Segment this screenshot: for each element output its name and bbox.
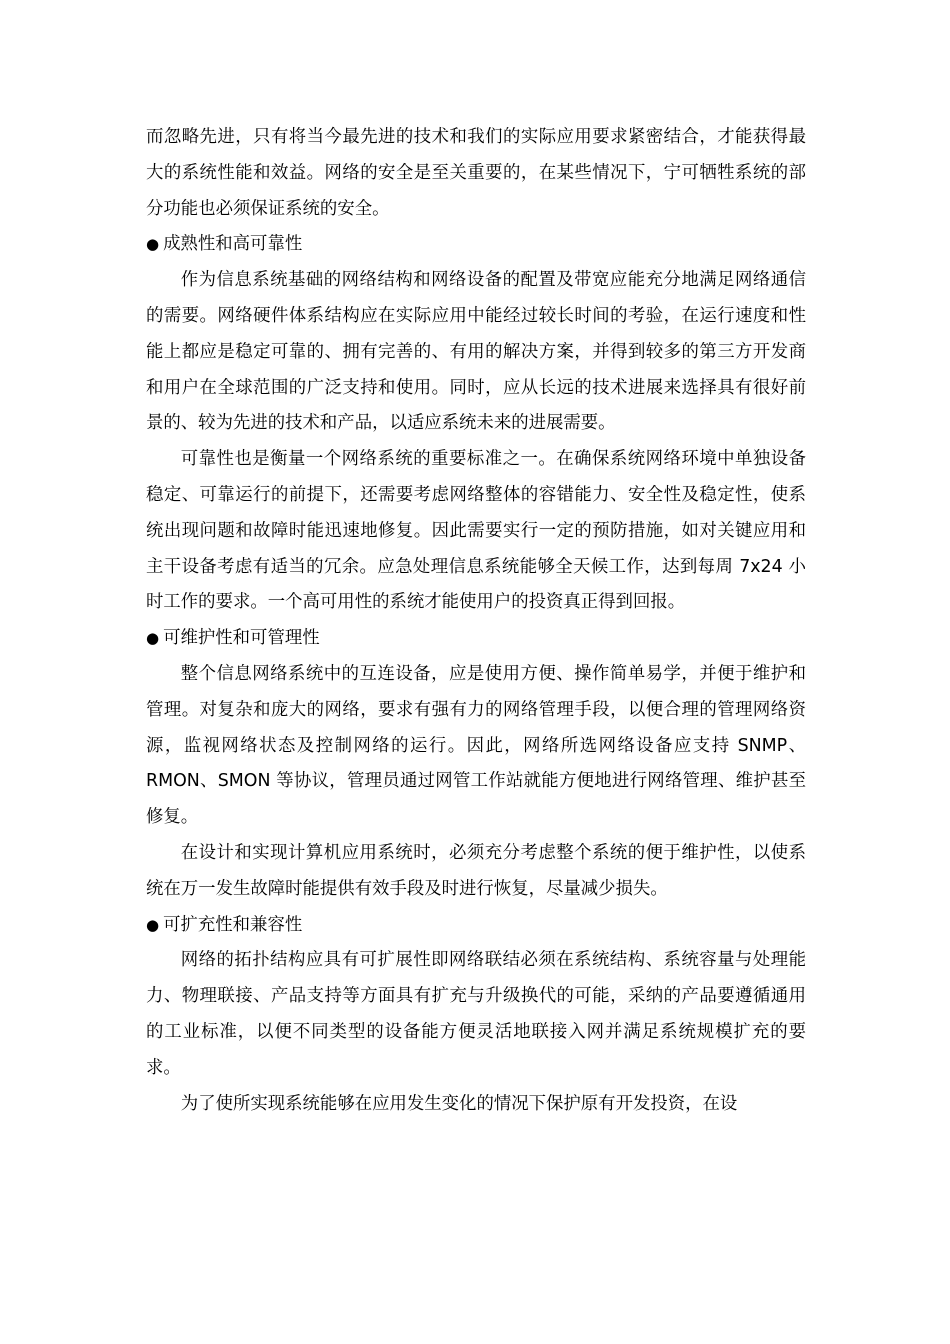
bullet-heading-maintainability-manageability — [146, 621, 806, 657]
bullet-heading-text: 成熟性和高可靠性 — [163, 234, 303, 255]
bullet-heading-scalability-compatibility — [146, 908, 806, 944]
paragraph-intro-continuation: 而忽略先进，只有将当今最先进的技术和我们的实际应用要求紧密结合，才能获得最大的系统性能和效益。网络的安全是至关重要的，在某些情况下，宁可牺牲系统的部分功能也必须保证系统的安全。 — [146, 127, 806, 219]
paragraph-compatibility: 为了使所实现系统能够在应用发生变化的情况下保护原有开发投资，在设 — [180, 1093, 738, 1114]
bullet-icon: ● — [146, 629, 160, 648]
paragraph-maintainability: 在设计和实现计算机应用系统时，必须充分考虑整个系统的便于维护性，以使系统在万一发生故障时能提供有效手段及时进行恢复，尽量减少损失。 — [146, 842, 806, 899]
document-body — [146, 120, 806, 1122]
bullet-heading-text: 可维护性和可管理性 — [163, 628, 320, 649]
paragraph-scalability: 网络的拓扑结构应具有可扩展性即网络联结必须在系统结构、系统容量与处理能力、物理联接、产品支持等方面具有扩充与升级换代的可能，采纳的产品要遵循通用的工业标准，以便不同类型的设备能方便灵活地联接入网并满足系统规模扩充的要求。 — [146, 950, 806, 1078]
bullet-icon: ● — [146, 915, 160, 934]
paragraph-manageability: 整个信息网络系统中的互连设备，应是使用方便、操作简单易学，并便于维护和管理。对复杂和庞大的网络，要求有强有力的网络管理手段，以便合理的管理网络资源，监视网络状态及控制网络的运行。因此，网络所选网络设备应支持 SNMP、RMON、SMON 等协议，管理员通过网管工作站就能方便地进行网络管理、维护甚至修复。 — [146, 663, 806, 828]
paragraph-maturity: 作为信息系统基础的网络结构和网络设备的配置及带宽应能充分地满足网络通信的需要。网络硬件体系结构应在实际应用中能经过较长时间的考验，在运行速度和性能上都应是稳定可靠的、拥有完善的、有用的解决方案，并得到较多的第三方开发商和用户在全球范围的广泛支持和使用。同时，应从长远的技术进展来选择具有很好前景的、较为先进的技术和产品，以适应系统未来的进展需要。 — [146, 270, 806, 434]
paragraph-reliability: 可靠性也是衡量一个网络系统的重要标准之一。在确保系统网络环境中单独设备稳定、可靠运行的前提下，还需要考虑网络整体的容错能力、安全性及稳定性，使系统出现问题和故障时能迅速地修复。因此需要实行一定的预防措施，如对关键应用和主干设备考虑有适当的冗余。应急处理信息系统能够全天候工作，达到每周 7x24 小时工作的要求。一个高可用性的系统才能使用户的投资真正得到回报。 — [146, 449, 806, 613]
bullet-heading-maturity-reliability — [146, 227, 806, 263]
bullet-heading-text: 可扩充性和兼容性 — [163, 914, 303, 935]
bullet-icon: ● — [146, 235, 160, 254]
